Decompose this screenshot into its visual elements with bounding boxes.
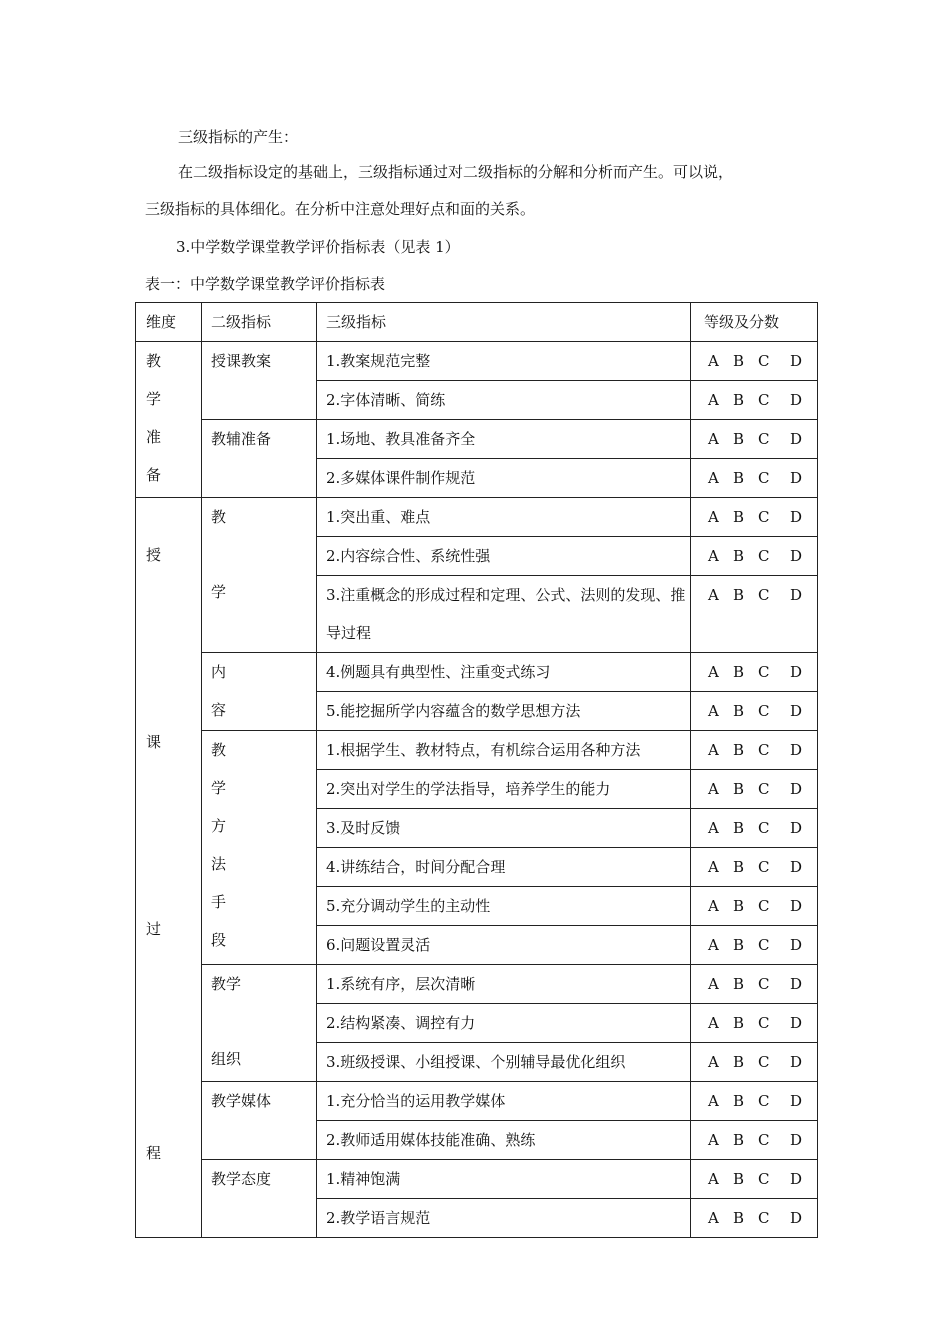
level3-item: 1.精神饱满 [317,1160,691,1199]
level2-char: 方 [211,817,227,835]
dimension-char: 课 [146,733,162,751]
header-dimension: 维度 [136,303,202,342]
level2-teaching-media: 教学媒体 [202,1082,317,1160]
grade-options: A B C D [691,537,818,576]
level2-char: 教 [211,508,227,526]
grade-options: A B C D [691,342,818,381]
header-level3: 三级指标 [317,303,691,342]
grade-options: A B C D [691,381,818,420]
level3-item: 2.内容综合性、系统性强 [317,537,691,576]
level3-item: 2.教学语言规范 [317,1199,691,1238]
grade-options: A B C D [691,692,818,731]
grade-options: A B C D [691,498,818,537]
grade-options: A B C D [691,1004,818,1043]
level2-lesson-plan: 授课教案 [202,342,317,420]
grade-options: A B C D [691,1121,818,1160]
level3-item: 1.系统有序，层次清晰 [317,965,691,1004]
table-row [136,653,818,692]
dimension-char: 备 [146,466,162,484]
table-row [136,965,818,1004]
dimension-lesson-process [136,498,202,1238]
level2-char: 手 [211,893,227,911]
grade-options: A B C D [691,1043,818,1082]
level3-item: 3.班级授课、小组授课、个别辅导最优化组织 [317,1043,691,1082]
level2-char: 段 [211,931,227,949]
level3-item: 3.注重概念的形成过程和定理、公式、法则的发现、推导过程 [317,576,691,653]
dimension-char: 授 [146,546,162,564]
level3-item: 4.讲练结合，时间分配合理 [317,848,691,887]
paragraph-line-1: 在二级指标设定的基础上，三级指标通过对二级指标的分解和分析而产生。可以说， [178,163,734,181]
dimension-char: 准 [146,428,162,446]
grade-options: A B C D [691,770,818,809]
level2-char: 学 [211,779,227,797]
level3-item: 1.教案规范完整 [317,342,691,381]
grade-options: A B C D [691,576,818,653]
level2-teaching-content-a [202,498,317,653]
level3-item: 2.字体清晰、简练 [317,381,691,420]
level3-item: 4.例题具有典型性、注重变式练习 [317,653,691,692]
dimension-teaching-prep [136,342,202,498]
level3-item: 2.突出对学生的学法指导，培养学生的能力 [317,770,691,809]
grade-options: A B C D [691,1160,818,1199]
grade-options: A B C D [691,653,818,692]
level2-char: 教 [211,741,227,759]
level2-aux-prep: 教辅准备 [202,420,317,498]
header-grade: 等级及分数 [691,303,818,342]
level2-teaching-content-b [202,653,317,731]
table-caption: 表一：中学数学课堂教学评价指标表 [145,275,386,293]
level3-item: 6.问题设置灵活 [317,926,691,965]
table-row [136,498,818,537]
level2-char: 学 [211,583,227,601]
level2-char: 法 [211,855,227,873]
table-row [136,420,818,459]
grade-options: A B C D [691,887,818,926]
paragraph-line-2: 三级指标的具体细化。在分析中注意处理好点和面的关系。 [145,200,536,218]
grade-options: A B C D [691,420,818,459]
level2-char: 内 [211,663,227,681]
grade-options: A B C D [691,848,818,887]
level3-item: 1.场地、教具准备齐全 [317,420,691,459]
section-heading: 3.中学数学课堂教学评价指标表（见表 1） [176,238,460,256]
grade-options: A B C D [691,731,818,770]
level2-char: 教学 [211,975,242,993]
level3-item: 1.根据学生、教材特点，有机综合运用各种方法 [317,731,691,770]
level2-char: 容 [211,701,227,719]
level2-teaching-organization [202,965,317,1082]
dimension-char: 程 [146,1144,162,1162]
level2-teaching-attitude: 教学态度 [202,1160,317,1238]
header-level2: 二级指标 [202,303,317,342]
grade-options: A B C D [691,1199,818,1238]
level3-item: 5.能挖掘所学内容蕴含的数学思想方法 [317,692,691,731]
level3-item: 5.充分调动学生的主动性 [317,887,691,926]
level3-item: 1.突出重、难点 [317,498,691,537]
level3-item: 2.多媒体课件制作规范 [317,459,691,498]
table-row [136,731,818,770]
grade-options: A B C D [691,809,818,848]
table-row [136,1082,818,1121]
dimension-char: 学 [146,390,162,408]
level3-item: 2.教师适用媒体技能准确、熟练 [317,1121,691,1160]
grade-options: A B C D [691,459,818,498]
level2-teaching-methods [202,731,317,965]
table-header-row [136,303,818,342]
subheading: 三级指标的产生： [178,128,299,146]
table-row [136,342,818,381]
table-row [136,1160,818,1199]
level3-item: 1.充分恰当的运用教学媒体 [317,1082,691,1121]
level3-item: 2.结构紧凑、调控有力 [317,1004,691,1043]
grade-options: A B C D [691,926,818,965]
level2-char: 组织 [211,1050,242,1068]
evaluation-table [135,302,818,1238]
dimension-char: 过 [146,920,162,938]
grade-options: A B C D [691,965,818,1004]
dimension-char: 教 [146,352,162,370]
grade-options: A B C D [691,1082,818,1121]
level3-item: 3.及时反馈 [317,809,691,848]
